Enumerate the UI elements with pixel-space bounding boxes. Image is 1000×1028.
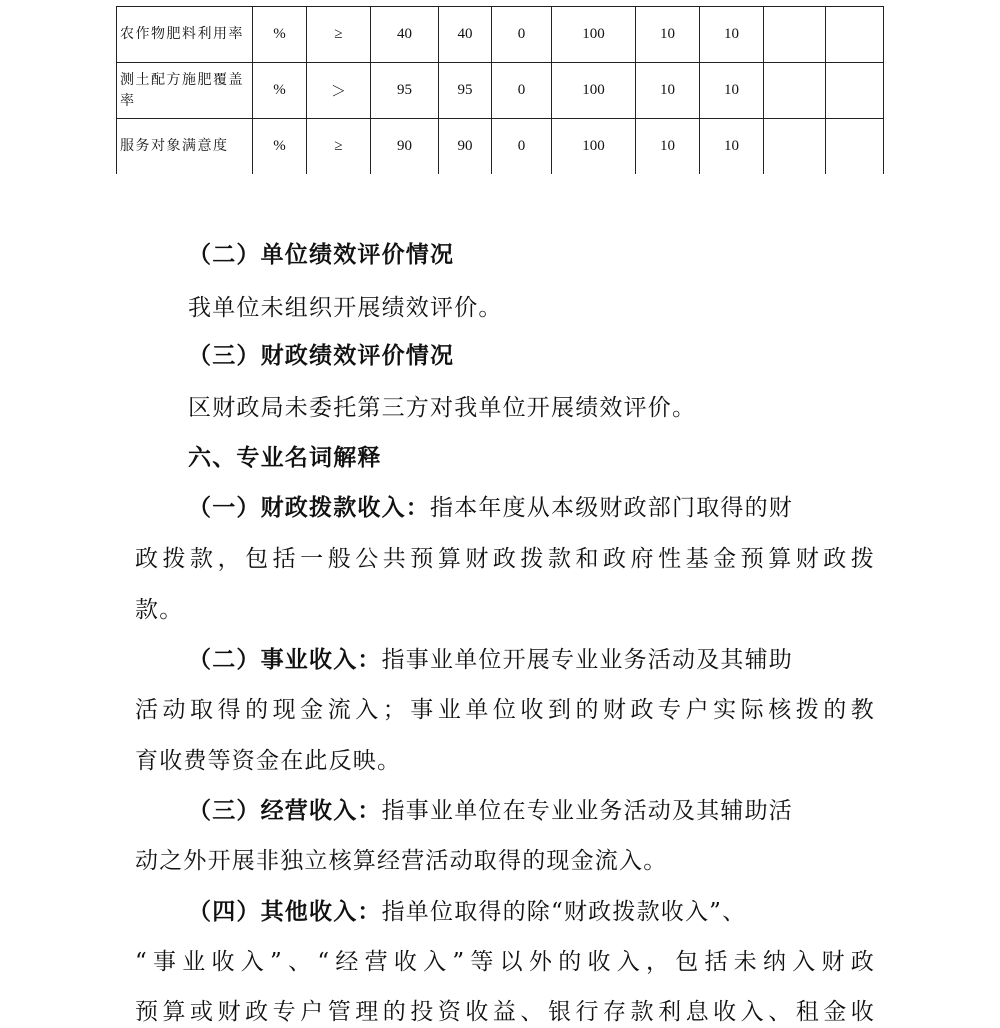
- table-row: [117, 7, 884, 63]
- glossary-item-2-line-3: 育收费等资金在此反映。: [135, 748, 402, 774]
- performance-indicator-table: [116, 6, 884, 174]
- paragraph-unit-eval: 我单位未组织开展绩效评价。: [188, 295, 503, 321]
- glossary-term-1: （一）财政拨款收入：: [188, 495, 430, 521]
- glossary-item-1-line-1: （一）财政拨款收入：指本年度从本级财政部门取得的财: [188, 495, 793, 521]
- table-cell: %: [253, 63, 307, 119]
- table-cell: 10: [700, 63, 764, 119]
- table-cell: ＞: [307, 63, 371, 119]
- table-cell: 90: [371, 119, 439, 175]
- table-cell: 0: [492, 7, 552, 63]
- table-cell: 40: [371, 7, 439, 63]
- table-cell: 100: [552, 7, 636, 63]
- table-cell: 95: [439, 63, 492, 119]
- section-heading-fiscal-eval: （三）财政绩效评价情况: [188, 343, 455, 369]
- glossary-item-1-line-2: 政拨款，包括一般公共预算财政拨款和政府性基金预算财政拨: [135, 546, 875, 572]
- table-cell: ≥: [307, 7, 371, 63]
- table-cell: [826, 63, 884, 119]
- table-row: [117, 63, 884, 119]
- paragraph-fiscal-eval: 区财政局未委托第三方对我单位开展绩效评价。: [188, 395, 697, 421]
- glossary-term-2: （二）事业收入：: [188, 647, 382, 673]
- glossary-term-3: （三）经营收入：: [188, 798, 382, 824]
- glossary-heading: 六、专业名词解释: [188, 445, 382, 471]
- glossary-term-4: （四）其他收入：: [188, 899, 382, 925]
- table-row: [117, 119, 884, 175]
- table-cell: [764, 119, 826, 175]
- table-cell: 10: [700, 7, 764, 63]
- glossary-item-4-line-1: （四）其他收入：指单位取得的除“财政拨款收入”、: [188, 899, 747, 925]
- table-cell: 10: [636, 119, 700, 175]
- table-cell: [764, 63, 826, 119]
- glossary-item-4-line-2: “事业收入”、“经营收入”等以外的收入，包括未纳入财政: [135, 949, 875, 975]
- table-cell: 10: [700, 119, 764, 175]
- table-cell: %: [253, 7, 307, 63]
- table-cell: 0: [492, 119, 552, 175]
- table-cell: 95: [371, 63, 439, 119]
- section-heading-unit-eval: （二）单位绩效评价情况: [188, 242, 455, 268]
- table-cell: 40: [439, 7, 492, 63]
- table-cell: 10: [636, 63, 700, 119]
- glossary-item-3-line-1: （三）经营收入：指事业单位在专业业务活动及其辅助活: [188, 798, 794, 824]
- table-cell: 100: [552, 63, 636, 119]
- glossary-item-4-line-3: 预算或财政专户管理的投资收益、银行存款利息收入、租金收: [135, 999, 875, 1025]
- glossary-item-2-line-1: （二）事业收入：指事业单位开展专业业务活动及其辅助: [188, 647, 794, 673]
- indicator-name-cell: 农作物肥料利用率: [117, 7, 253, 63]
- table-cell: 10: [636, 7, 700, 63]
- table-cell: [764, 7, 826, 63]
- table-cell: [826, 119, 884, 175]
- glossary-item-3-line-2: 动之外开展非独立核算经营活动取得的现金流入。: [135, 848, 668, 874]
- indicator-name-cell: 服务对象满意度: [117, 119, 253, 175]
- table-cell: 90: [439, 119, 492, 175]
- indicator-name-cell: 测土配方施肥覆盖率: [117, 63, 253, 119]
- table-cell: %: [253, 119, 307, 175]
- table-cell: 100: [552, 119, 636, 175]
- glossary-item-1-line-3: 款。: [135, 597, 184, 623]
- table-cell: 0: [492, 63, 552, 119]
- table-cell: [826, 7, 884, 63]
- glossary-item-2-line-2: 活动取得的现金流入；事业单位收到的财政专户实际核拨的教: [135, 697, 875, 723]
- table-cell: ≥: [307, 119, 371, 175]
